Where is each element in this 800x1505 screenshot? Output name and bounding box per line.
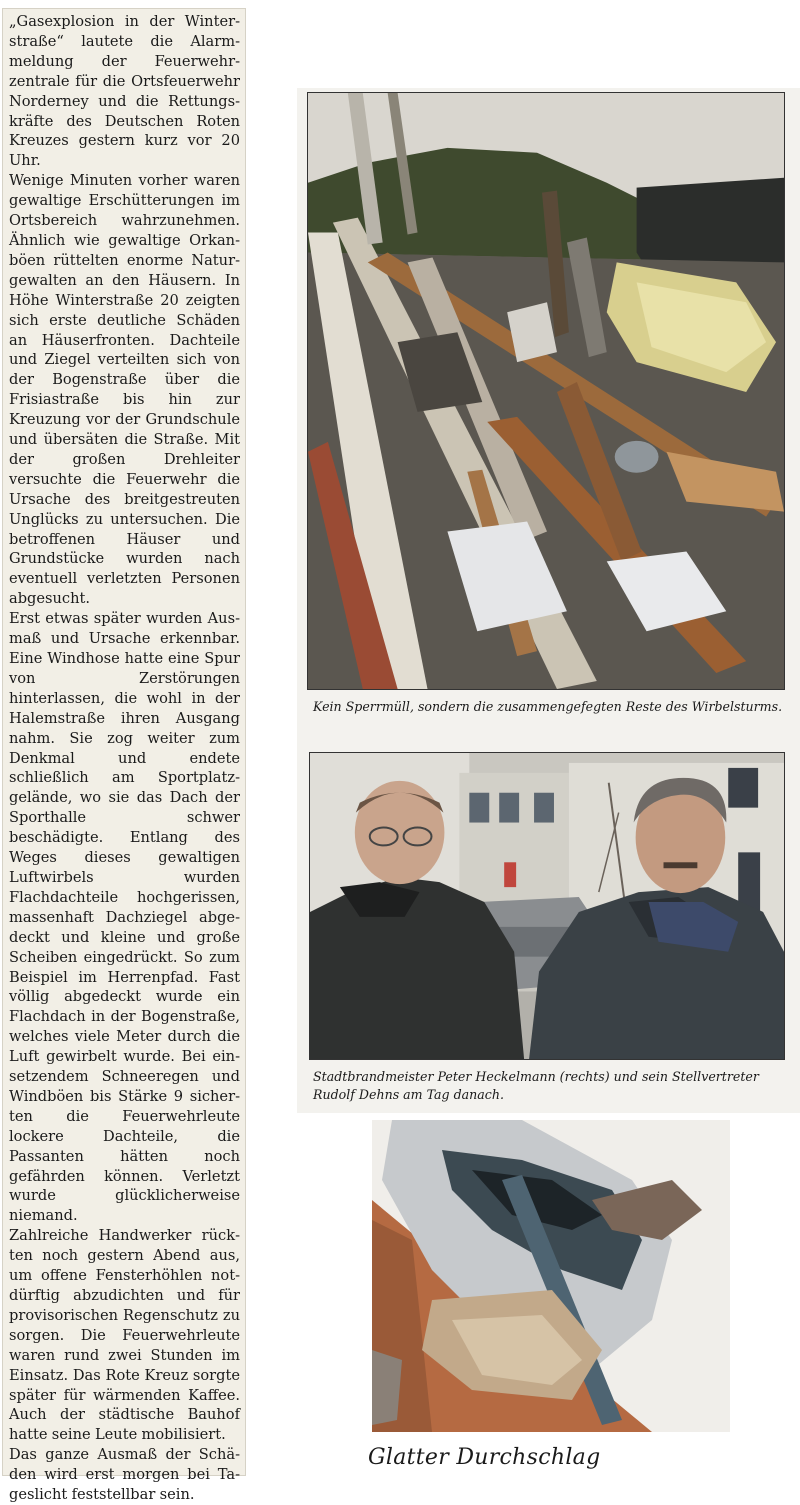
article-paragraph: Zahlreiche Handwerker rückten noch gestern Abend aus, um offene Fensterhöhlen notdürftig abzudichten und für provisorischen Regenschutz zu sorgen. Die Feuerwehrleute waren rund zwei Stunden im Einsatz. Das Rote Kreuz sorgte später für wärmenden Kaffee. Auch der städtische Bauhof hatte seine Leute mobilisiert. <box>9 1227 240 1444</box>
article-paragraph: „Gasexplosion in der Winterstraße“ lautete die Alarmmeldung der Feuerwehrzentrale für die Ortsfeuerwehr Norderney und die Rettungskräfte des Deutschen Roten Kreuzes gestern kurz vor 20 Uhr. <box>9 13 240 170</box>
officials-photo <box>309 752 785 1060</box>
roof-damage-photo-image <box>372 1120 730 1432</box>
article-paragraph: Erst etwas später wurden Ausmaß und Ursache erkennbar. Eine Windhose hatte eine Spur von Zerstörungen hinterlassen, die wohl in der Halemstraße ihren Ausgang nahm. Sie zog weiter zum Denkmal und endete schließlich am Sportplatzgelände, wo sie das Dach der Sporthalle schwer beschädigte. Entlang des Weges dieses gewaltigen Luftwirbels wurden Flachdachteile hochgerissen, massenhaft Dachziegel abgedeckt und kleine und große Scheiben eingedrückt. So zum Beispiel im Herrenpfad. Fast völlig abgedeckt wurde ein Flachdach in der Bogenstraße, welches viele Meter durch die Luft gewirbelt wurde. Bei einsetzendem Schneeregen und Windböen bis Stärke 9 sicherten die Feuerwehrleute lockere Dachteile, die Passanten hätten noch gefährden können. Verletzt wurde glücklicherweise niemand. <box>9 610 240 1225</box>
headline: Glatter Durchschlag <box>368 1445 601 1470</box>
debris-photo <box>307 92 785 690</box>
article-column <box>2 8 246 1504</box>
roof-damage-photo <box>372 1120 730 1432</box>
officials-photo-caption: Stadtbrandmeister Peter Heckelmann (rechts) und sein Stellvertreter Rudolf Dehns am Tag danach. <box>313 1069 759 1102</box>
article-paragraph: Das ganze Ausmaß der Schäden wird erst morgen bei Tageslicht feststellbar sein. <box>9 1446 240 1504</box>
officials-photo-image <box>310 753 784 1059</box>
debris-photo-caption: Kein Sperrmüll, sondern die zusammengefegten Reste des Wirbelsturms. <box>313 699 783 714</box>
article-paragraph: Wenige Minuten vorher waren gewaltige Erschütterungen im Ortsbereich wahrzunehmen. Ähnlich wie gewaltige Orkanböen rüttelten enorme Naturgewalten an den Häusern. In Höhe Winterstraße 20 zeigten sich erste deutliche Schäden an Häuserfronten. Dachteile und Ziegel verteilten sich von der Bogenstraße über die Frisiastraße bis hin zur Kreuzung vor der Grundschule und übersäten die Straße. Mit der großen Drehleiter versuchte die Feuerwehr die Ursache des breitgestreuten Unglücks zu untersuchen. Die betroffenen Häuser und Grundstücke wurden nach eventuell verletzten Personen abgesucht. <box>9 172 240 608</box>
debris-photo-image <box>308 93 784 689</box>
